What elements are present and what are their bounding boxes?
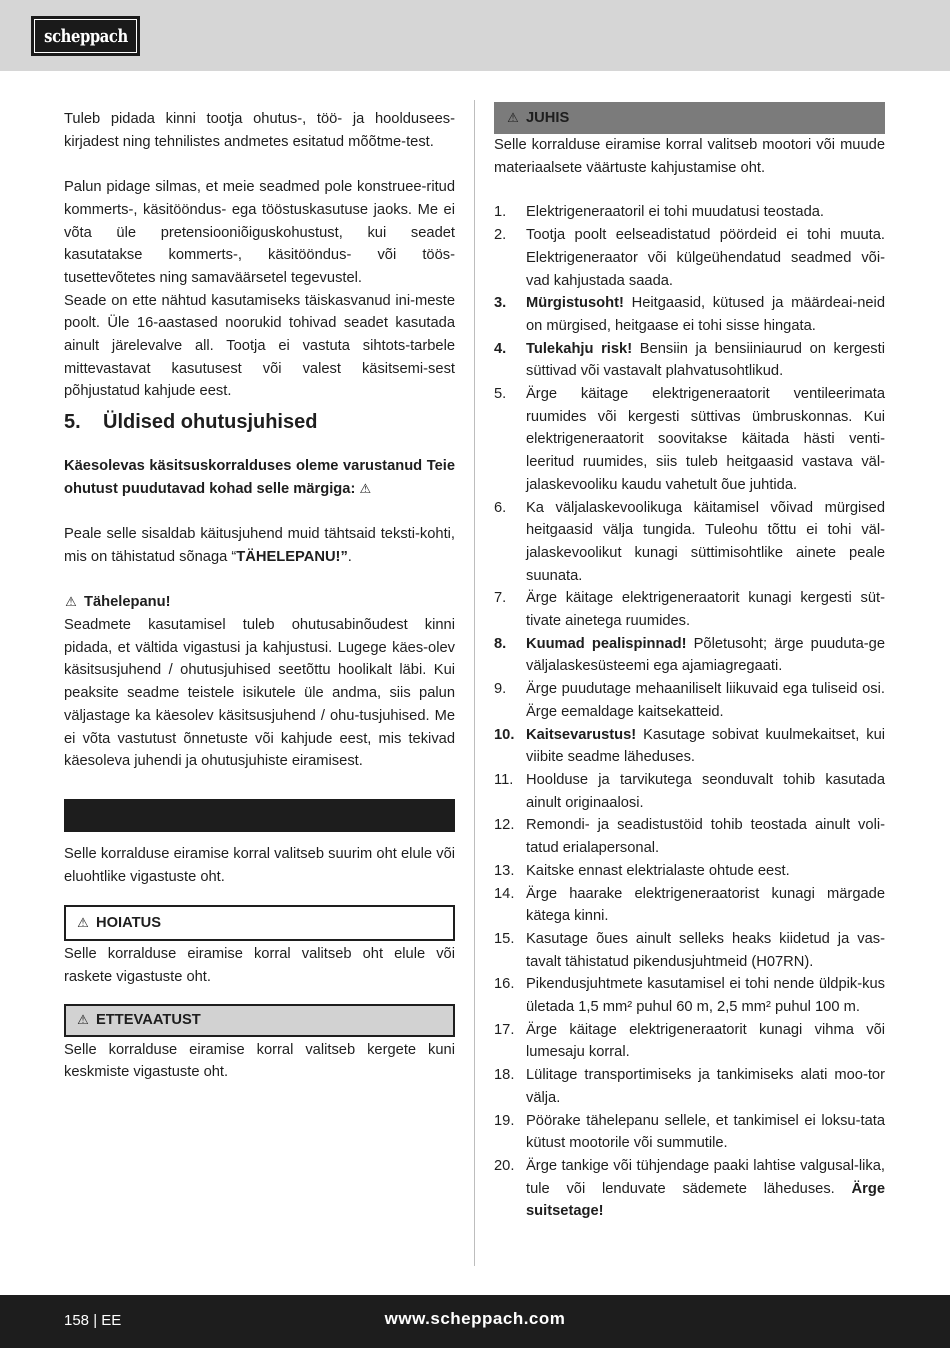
rule-text: Ärge käitage elektrigeneraatorit kunagi kergesti süt-tivate ainetega ruumides. <box>526 590 885 630</box>
notice-text: Selle korralduse eiramise korral valitseb mootori või muude materiaalsete väärtuste kahjustamise oht. <box>494 137 885 176</box>
rule-text: Kaitske ennast elektrialaste ohtude eest. <box>526 862 790 879</box>
rule-text-block <box>526 338 885 383</box>
rule-text: Ka väljalaskevoolikuga käitamisel võivad mürgised heitgaasid välja tungida. Tuleohu tõttu ei tohi väl-jalaskevoolikut kunagi süttimisohtlike ainete peale suunata. <box>526 499 885 584</box>
rule-text-block <box>526 1110 885 1155</box>
rule-text-block <box>526 724 885 769</box>
rule-text: Kasutage sobivat kuulmekaitset, kui viibite seadme läheduses. <box>526 726 885 766</box>
warning-triangle-icon: ⚠ <box>507 109 519 125</box>
rule-number: 9. <box>494 681 507 698</box>
rule-text: Elektrigeneraatoril ei tohi muudatusi teostada. <box>526 204 825 221</box>
rule-text: Lülitage transportimiseks ja tankimiseks alati moo-tor välja. <box>526 1067 885 1106</box>
rule-number: 17. <box>494 1021 515 1038</box>
safety-rule-item <box>494 224 885 292</box>
rule-emphasis: Tulekahju risk! <box>526 340 633 357</box>
notice-box <box>494 102 885 134</box>
right-column <box>494 102 885 1223</box>
safety-rule-item <box>494 633 885 678</box>
section-number: 5. <box>64 411 81 434</box>
commercial-use-paragraph: Palun pidage silmas, et meie seadmed pole konstruee-ritud kommerts-, käsitööndus- ega tööstuskasutuse jaoks. Me ei võta üle pretensiooniõiguskohustust, kui seadet kasutatakse kommerts-, käsitööndus- või töös-tusettevõtetes ning samaväärsetel tegevustel. <box>64 179 455 286</box>
safety-rule-item <box>494 338 885 383</box>
rule-text-block <box>526 1019 885 1064</box>
rule-number: 11. <box>494 771 514 788</box>
rule-text-block <box>526 201 885 224</box>
rule-text-block <box>526 814 885 859</box>
danger-label-bar <box>64 799 455 832</box>
notice-label: JUHIS <box>526 109 570 126</box>
safety-rule-item <box>494 973 885 1018</box>
rule-emphasis: Ärge suitsetage! <box>526 1180 885 1220</box>
rule-text-block <box>526 928 885 973</box>
caution-box <box>64 1004 455 1037</box>
safety-rule-item <box>494 1019 885 1064</box>
rule-text: Ärge tankige või tühjendage paaki lahtise valgusal-lika, tule või lenduvate sädemete läheduses. <box>526 1157 885 1197</box>
rule-number: 1. <box>494 204 507 221</box>
safety-rule-item <box>494 769 885 814</box>
rule-number: 18. <box>494 1067 515 1084</box>
rule-text: Ärge haarake elektrigeneraatorist kunagi märgade kätega kinni. <box>526 885 885 925</box>
rule-text: Kasutage õues ainult selleks heaks kiidetud ja vas-tavalt tähistatud pikendusjuhtmeid (H07RN). <box>526 930 885 970</box>
rule-number: 4. <box>494 340 507 357</box>
rule-text-block <box>526 860 885 883</box>
safety-rule-item <box>494 814 885 859</box>
safety-rule-item <box>494 292 885 337</box>
warning-box <box>64 905 455 941</box>
rule-text: Ärge käitage elektrigeneraatorit ventileerimata ruumides või kergesti süttivas ümbruskonnas. Kui elektrigeneraatorit soovitakse käitada hästi venti-leeritud ruumides, siis tuleb heitgaasid vastava väl-jalaskevooliku kaudu vahetult õue juhtida. <box>526 386 885 493</box>
safety-rule-item <box>494 497 885 588</box>
attention-paragraph: Seadmete kasutamisel tuleb ohutusabinõudest kinni pidada, et vältida vigastusi ja kahjustusi. Lugege käes-olev käsitsusjuhend / ohutusjuhised seetõttu hoolikalt läbi. Kui peaksite seadme teistele isikutele üle andma, siis palun väljastage ka käesolev käsitsusjuhend / ohu-tusjuhised. Me ei võta vastutust õnnetuste või kahjude eest, mis tekivad käesoleva juhendi ja ohutusjuhiste eiramisest. <box>64 617 455 770</box>
warning-text: Selle korralduse eiramise korral valitseb oht elule või raskete vigastuste oht. <box>64 946 455 986</box>
warning-label: HOIATUS <box>96 914 162 931</box>
safety-rule-item <box>494 860 885 883</box>
safety-rule-item <box>494 724 885 769</box>
page-header <box>0 0 950 71</box>
rule-number: 8. <box>494 635 507 652</box>
rule-text-block <box>526 769 885 814</box>
safety-rule-item <box>494 883 885 928</box>
rule-text-block <box>526 292 885 337</box>
safety-rules-list <box>494 201 885 1223</box>
rule-number: 13. <box>494 862 515 879</box>
rule-number: 3. <box>494 295 507 312</box>
rule-text-block <box>526 1064 885 1109</box>
rule-number: 5. <box>494 386 507 403</box>
rule-text: Bensiin ja bensiiniaurud on kergesti süttivad või vastavalt plahvatusohtlikud. <box>526 340 885 380</box>
attention-label: Tähelepanu! <box>84 594 171 611</box>
intended-use-paragraph: Seade on ette nähtud kasutamiseks täiskasvanud ini-meste poolt. Üle 16-aastased noorukid tohivad seadet kasutada ainult järelevalve all. Tootja ei vastuta sihtots-tarbele mittevastavat kasutusest või valest käsitsemi-sest põhjustatud kahjude eest. <box>64 292 455 400</box>
rule-text: Remondi- ja seadistustöid tohib teostada ainult voli-tatud erialapersonal. <box>526 817 885 857</box>
rule-text: Ärge puudutage mehaaniliselt liikuvaid ega tuliseid osi. Ärge eemaldage kaitsekatteid. <box>526 681 885 720</box>
symbol-intro-text: Käesolevas käsitsuskorralduses oleme varustanud Teie ohutust puudutavad kohad selle märgiga: <box>64 458 455 497</box>
logo-text: scheppach <box>43 25 128 47</box>
section-title: Üldised ohutusjuhised <box>103 411 318 434</box>
language-code: EE <box>101 1312 122 1329</box>
column-divider <box>474 100 475 1266</box>
rule-text-block <box>526 224 885 292</box>
attention-info-paragraph <box>64 523 455 568</box>
rule-text: Ärge käitage elektrigeneraatorit kunagi vihma või lumesaju korral. <box>526 1021 885 1061</box>
safety-rule-item <box>494 587 885 632</box>
page-footer <box>0 1295 950 1348</box>
rule-number: 16. <box>494 976 515 993</box>
rule-number: 20. <box>494 1157 515 1174</box>
safety-rule-item <box>494 201 885 224</box>
page-separator: | <box>93 1312 102 1329</box>
section-heading <box>64 409 455 435</box>
caution-label: ETTEVAATUST <box>96 1011 201 1028</box>
rule-number: 6. <box>494 499 507 516</box>
attention-word: TÄHELEPANU!” <box>236 548 348 565</box>
safety-rule-item <box>494 383 885 497</box>
rule-text: Põletusoht; ärge puuduta-ge väljalaskesüsteemi ega ajamiagregaati. <box>526 635 885 675</box>
safety-rule-item <box>494 1064 885 1109</box>
rule-text: Heitgaasid, kütused ja määrdeai-neid on mürgised, heitgaase ei tohi sisse hingata. <box>526 295 885 334</box>
rule-text: Hoolduse ja tarvikutega seonduvalt tohib kasutada ainult originaalosi. <box>526 771 885 811</box>
rule-text-block <box>526 883 885 928</box>
safety-rule-item <box>494 1155 885 1223</box>
safety-rule-item <box>494 928 885 973</box>
rule-number: 2. <box>494 227 507 244</box>
rule-number: 10. <box>494 726 515 743</box>
rule-number: 19. <box>494 1112 515 1129</box>
rule-text-block <box>526 497 885 588</box>
danger-text: Selle korralduse eiramise korral valitseb suurim oht elule või eluohtlike vigastuste oht. <box>64 845 455 885</box>
rule-text: Tootja poolt eelseadistatud pöördeid ei tohi muuta. Elektrigeneraator või külgeühendatud seadmed või-vad kahjustada saada. <box>526 227 885 289</box>
rule-emphasis: Kuumad pealispinnad! <box>526 635 687 652</box>
rule-text-block <box>526 973 885 1018</box>
rule-text-block <box>526 587 885 632</box>
rule-emphasis: Kaitsevarustus! <box>526 726 637 743</box>
logo-frame <box>34 19 137 53</box>
safety-rule-item <box>494 678 885 723</box>
rule-number: 12. <box>494 817 515 834</box>
intro-paragraph: Tuleb pidada kinni tootja ohutus-, töö- ja hooldusees-kirjadest ning tehnilistes andmetes esitatud mõõtme-test. <box>64 111 455 150</box>
attention-info-text: Peale selle sisaldab käitusjuhend muid tähtsaid teksti-kohti, mis on tähistatud sõnaga “ <box>64 526 455 565</box>
left-column <box>64 108 455 1084</box>
rule-number: 15. <box>494 930 515 947</box>
rule-number: 7. <box>494 590 507 607</box>
attention-heading <box>64 591 455 614</box>
warning-triangle-icon: ⚠ <box>65 594 77 610</box>
scheppach-logo <box>31 16 140 56</box>
rule-number: 14. <box>494 885 515 902</box>
rule-emphasis: Mürgistusoht! <box>526 295 624 312</box>
rule-text-block <box>526 678 885 723</box>
rule-text-block <box>526 633 885 678</box>
warning-triangle-icon: ⚠ <box>77 1011 89 1027</box>
page-number: 158 <box>64 1312 90 1329</box>
warning-triangle-icon: ⚠ <box>359 480 372 496</box>
caution-text: Selle korralduse eiramise korral valitseb kergete kuni keskmiste vigastuste oht. <box>64 1041 455 1081</box>
rule-text-block <box>526 1155 885 1223</box>
rule-text: Pikendusjuhtmete kasutamisel ei tohi nende üldpik-kus ületada 1,5 mm² puhul 60 m, 2,5 mm² puhul 100 m. <box>526 976 885 1016</box>
safety-rule-item <box>494 1110 885 1155</box>
rule-text-block <box>526 383 885 497</box>
rule-text: Pöörake tähelepanu sellele, et tankimisel ei loksu-tata kütust mootorile või summutile. <box>526 1112 885 1152</box>
website-link[interactable]: www.scheppach.com <box>384 1309 566 1328</box>
warning-triangle-icon: ⚠ <box>77 914 89 930</box>
symbol-intro <box>64 455 455 500</box>
attention-info-end: . <box>347 548 352 565</box>
